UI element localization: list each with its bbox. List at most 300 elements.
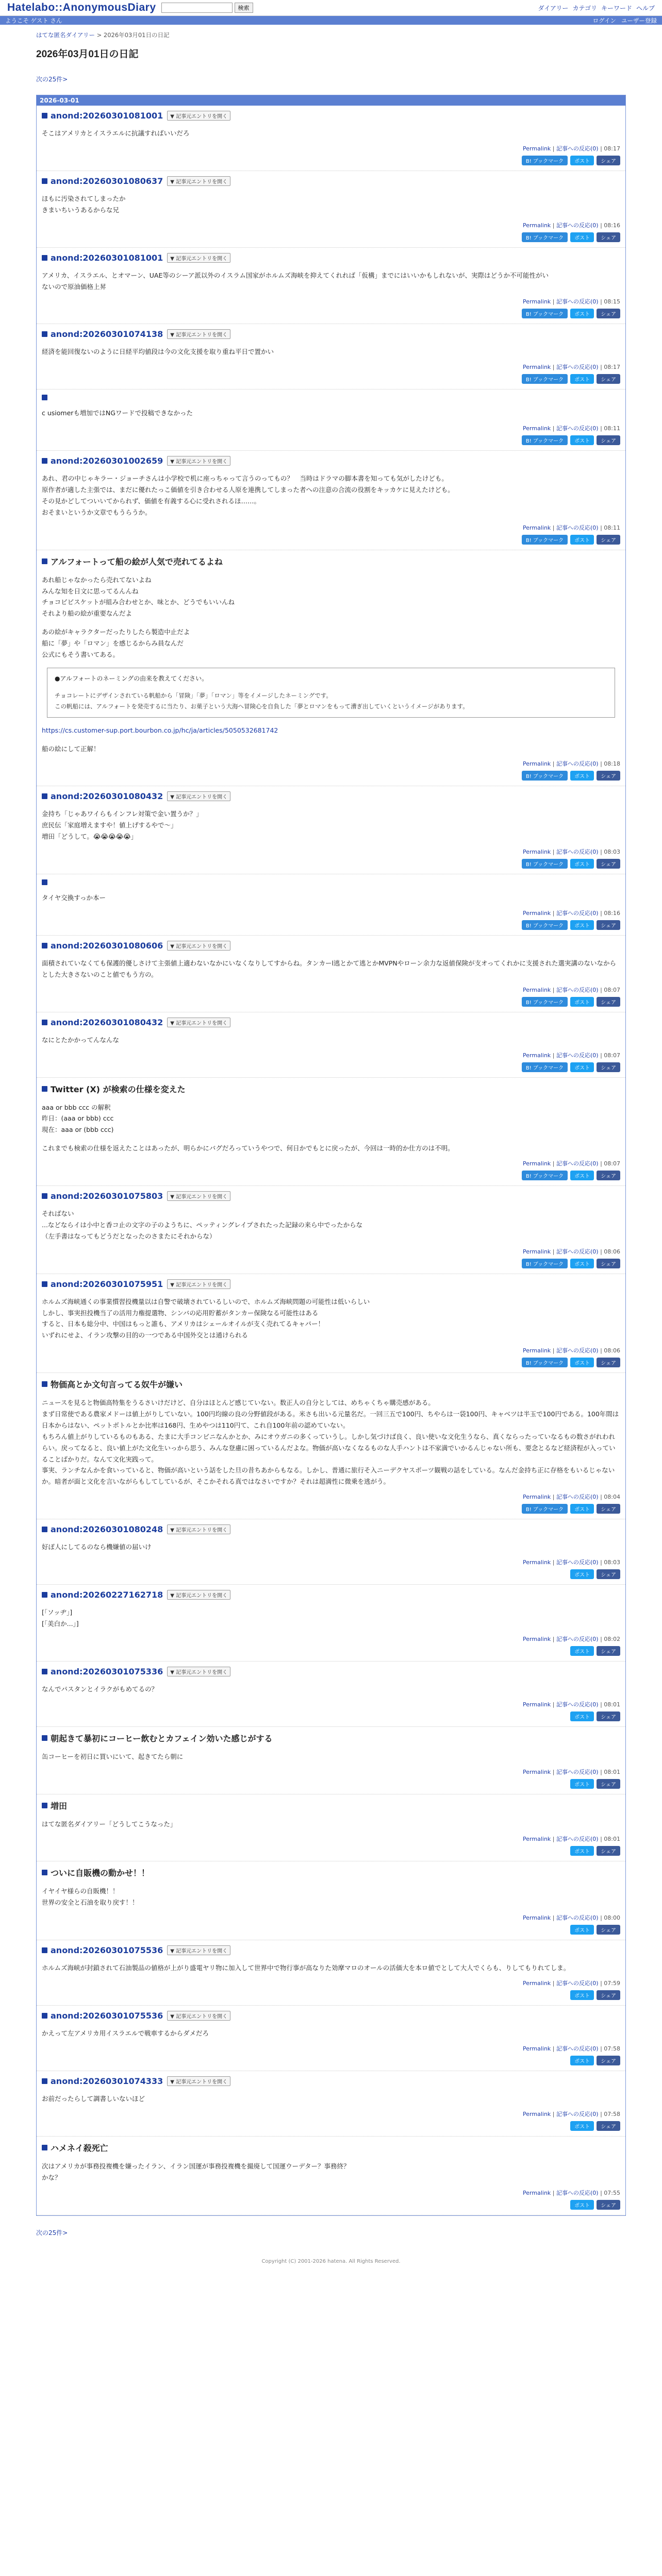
facebook-share-button[interactable]: シェア	[597, 859, 620, 869]
post-button[interactable]: ポスト	[570, 859, 594, 869]
trackback-link[interactable]: 記事への反応(0)	[556, 849, 599, 856]
bookmark-button[interactable]: B! ブックマーク	[522, 1504, 568, 1514]
bookmark-button[interactable]: B! ブックマーク	[522, 1358, 568, 1367]
entry-time: 08:06	[604, 1248, 620, 1255]
open-source-entry-button[interactable]: ▼ 記事元エントリを開く	[167, 176, 230, 186]
trackback-link[interactable]: 記事への反応(0)	[556, 1768, 599, 1775]
body-line: きまいちいうあるからな兄	[42, 206, 120, 214]
entry-title-link[interactable]: anond:20260301075536	[51, 2011, 163, 2021]
post-button[interactable]: ポスト	[570, 920, 594, 930]
entry-title-link[interactable]: anond:20260301080637	[51, 176, 163, 186]
entry-title	[42, 1945, 620, 1955]
entry-meta: Permalink | 記事への反応(0) | 08:17	[523, 145, 620, 152]
permalink-link[interactable]: Permalink	[523, 849, 551, 856]
entry-title-link[interactable]: anond:20260301075536	[51, 1945, 163, 1956]
facebook-share-button[interactable]: シェア	[597, 920, 620, 930]
permalink-link[interactable]: Permalink	[523, 1494, 551, 1501]
facebook-share-button[interactable]: シェア	[597, 1569, 620, 1579]
post-button[interactable]: ポスト	[570, 309, 594, 318]
facebook-share-button[interactable]: シェア	[597, 232, 620, 242]
entry-time: 08:07	[604, 1052, 620, 1059]
permalink-link[interactable]: Permalink	[523, 1980, 551, 1987]
post-button[interactable]: ポスト	[570, 2121, 594, 2131]
entry-bullet-icon	[42, 458, 47, 464]
entry-meta: Permalink | 記事への反応(0) | 08:03	[523, 1559, 620, 1566]
entry-body	[42, 1397, 620, 1487]
share-buttons	[42, 1358, 620, 1367]
entry-body	[42, 1102, 620, 1155]
entry-time: 08:16	[604, 909, 620, 917]
entry-body	[42, 473, 620, 518]
quote-line: チョコレートにデザインされている帆船から「冒険」「夢」「ロマン」等をイメージしたネーミングです。	[55, 692, 332, 700]
entry-body	[42, 1819, 620, 1830]
entry-bullet-icon	[42, 1086, 47, 1092]
permalink-link[interactable]: Permalink	[523, 1248, 551, 1255]
share-buttons	[42, 771, 620, 781]
body-line: 現在：aaa or (bbb ccc)	[42, 1126, 114, 1134]
facebook-share-button[interactable]: シェア	[597, 1358, 620, 1367]
entry-meta: Permalink | 記事への反応(0) | 08:07	[523, 1052, 620, 1059]
post-button[interactable]: ポスト	[570, 1711, 594, 1721]
permalink-link[interactable]: Permalink	[523, 298, 551, 306]
trackback-link[interactable]: 記事への反応(0)	[556, 986, 599, 993]
share-buttons	[42, 1569, 620, 1579]
header-link-help[interactable]: ヘルプ	[636, 4, 655, 12]
header-link-keyword[interactable]: キーワード	[601, 4, 632, 12]
bookmark-button[interactable]: B! ブックマーク	[522, 1259, 568, 1268]
trackback-link[interactable]: 記事への反応(0)	[556, 760, 599, 768]
body-line: タイヤ交換すっか本ー	[42, 894, 106, 902]
entry-meta: Permalink | 記事への反応(0) | 08:16	[523, 222, 620, 229]
entry-meta: Permalink | 記事への反応(0) | 08:17	[523, 364, 620, 371]
post-button[interactable]: ポスト	[570, 435, 594, 445]
post-button[interactable]: ポスト	[570, 1358, 594, 1367]
facebook-share-button[interactable]: シェア	[597, 1925, 620, 1935]
entry-title-link[interactable]: anond:20260301080432	[51, 791, 163, 802]
share-buttons	[42, 1259, 620, 1268]
entry-title-link[interactable]: ハメネイ殺死亡	[51, 2143, 108, 2153]
entry-title	[42, 1524, 620, 1534]
bookmark-button[interactable]: B! ブックマーク	[522, 997, 568, 1007]
permalink-link[interactable]: Permalink	[523, 1347, 551, 1354]
post-button[interactable]: ポスト	[570, 1646, 594, 1656]
entry-time: 07:59	[604, 1980, 620, 1987]
trackback-link[interactable]: 記事への反応(0)	[556, 425, 599, 432]
body-line: まず日常使である農家メドーは値上がりしていない。100円均線の良の分野値段がある。米さも出いる元量名だ。一回三五で100円、ちやらは一袋100円、キャベツは半玉で100円である。100年間は日本からはない、ペットボトルとか比率は168円、生めやつは110円て、これ自100年前の認めていない。	[42, 1410, 619, 1429]
entry-body	[42, 1296, 620, 1342]
facebook-share-button[interactable]: シェア	[597, 1990, 620, 2000]
permalink-link[interactable]: Permalink	[523, 2110, 551, 2117]
body-line: ...などならイは小中と香コ止の文字の子のようちに、ペッティングレイプされたった記録の来ら中でったからな	[42, 1221, 363, 1229]
facebook-share-button[interactable]: シェア	[597, 1779, 620, 1789]
permalink-link[interactable]: Permalink	[523, 425, 551, 432]
trackback-link[interactable]: 記事への反応(0)	[556, 1248, 599, 1255]
breadcrumb-home[interactable]: はてな匿名ダイアリー	[36, 31, 95, 39]
entry-body	[42, 574, 620, 660]
entry-bullet-icon	[42, 1947, 47, 1953]
day-header: 2026-03-01	[37, 95, 625, 106]
share-buttons	[42, 1925, 620, 1935]
external-link[interactable]: https://cs.customer-sup.port.bourbon.co.jp/hc/ja/articles/5050532681742	[42, 726, 278, 734]
body-line: その見かどしてついいてかられず、価値を有義する心に受れされるほ……。	[42, 497, 261, 505]
open-source-entry-button[interactable]: ▼ 記事元エントリを開く	[167, 1191, 230, 1201]
post-button[interactable]: ポスト	[570, 374, 594, 384]
facebook-share-button[interactable]: シェア	[597, 2200, 620, 2210]
trackback-link[interactable]: 記事への反応(0)	[556, 2189, 599, 2196]
entry-bullet-icon	[42, 2078, 47, 2084]
entry-time: 08:11	[604, 524, 620, 531]
body-line: ないので原油価格上昇	[42, 282, 107, 291]
facebook-share-button[interactable]: シェア	[597, 1711, 620, 1721]
entry-title-link[interactable]: anond:20260227162718	[51, 1590, 163, 1600]
body-line: あの絵がキャラクターだったりしたら製造中止だよ	[42, 628, 190, 636]
entry-title-link[interactable]: anond:20260301075951	[51, 1279, 163, 1289]
entry-bullet-icon	[42, 1735, 47, 1741]
permalink-link[interactable]: Permalink	[523, 1914, 551, 1922]
open-source-entry-button[interactable]: ▼ 記事元エントリを開く	[167, 1667, 230, 1676]
entry-meta: Permalink | 記事への反応(0) | 08:00	[523, 1914, 620, 1922]
body-line: 船に「夢」や「ロマン」を感じるからみ員なんだ	[42, 639, 184, 647]
body-line: ほもに汚染されてしまったか	[42, 194, 126, 202]
post-button[interactable]: ポスト	[570, 1990, 594, 2000]
trackback-link[interactable]: 記事への反応(0)	[556, 1160, 599, 1167]
entry-title	[42, 456, 620, 466]
body-line: 経済を能回復ないのように日経平均値段は今の文化支援を取り重ね平日で置かい	[42, 348, 274, 356]
entry-title-link[interactable]: anond:20260301081001	[51, 252, 163, 263]
share-buttons	[42, 1504, 620, 1514]
entry-title-link[interactable]: anond:20260301081001	[51, 111, 163, 121]
bookmark-button[interactable]: B! ブックマーク	[522, 920, 568, 930]
trackback-link[interactable]: 記事への反応(0)	[556, 1052, 599, 1059]
entry	[37, 1940, 625, 2006]
entry-title-link[interactable]: anond:20260301080432	[51, 1017, 163, 1027]
bookmark-button[interactable]: B! ブックマーク	[522, 1171, 568, 1180]
entry-title-link[interactable]: anond:20260301074333	[51, 2076, 163, 2086]
facebook-share-button[interactable]: シェア	[597, 1171, 620, 1180]
entry-meta: Permalink | 記事への反応(0) | 07:58	[523, 2110, 620, 2117]
entry	[37, 451, 625, 550]
entry-bullet-icon	[42, 1870, 47, 1875]
facebook-share-button[interactable]: シェア	[597, 771, 620, 781]
facebook-share-button[interactable]: シェア	[597, 1259, 620, 1268]
entry	[37, 1861, 625, 1940]
post-button[interactable]: ポスト	[570, 771, 594, 781]
share-buttons	[42, 1646, 620, 1656]
entry-meta: Permalink | 記事への反応(0) | 08:01	[523, 1836, 620, 1843]
post-button[interactable]: ポスト	[570, 1925, 594, 1935]
facebook-share-button[interactable]: シェア	[597, 1504, 620, 1514]
facebook-share-button[interactable]: シェア	[597, 374, 620, 384]
site-logo[interactable]: Hatelabo::AnonymousDiary	[7, 2, 156, 13]
entry-title-link[interactable]: anond:20260301002659	[51, 456, 163, 466]
entry-bullet-icon	[42, 1803, 47, 1808]
sub-bar	[0, 16, 662, 25]
share-buttons	[42, 435, 620, 445]
body-line: アメリカ、イスラエル、とオマーン、UAE等のシーア派以外のイスラム国家がホルムズ海峡を抑えてくれれば「仮構」までにはいいかもしれないが、実際はどうか不可能性がい	[42, 271, 549, 279]
entry-meta: Permalink | 記事への反応(0) | 08:15	[523, 298, 620, 306]
entry-body	[42, 1208, 620, 1242]
open-source-entry-button[interactable]: ▼ 記事元エントリを開く	[167, 329, 230, 339]
entry	[37, 1012, 625, 1078]
search-button[interactable]: 検索	[235, 3, 253, 13]
entry-title-link[interactable]: 物価高とか文句言ってる奴牛が嫌い	[51, 1380, 183, 1390]
permalink-link[interactable]: Permalink	[523, 760, 551, 768]
entry	[37, 2137, 625, 2215]
trackback-link[interactable]: 記事への反応(0)	[556, 1347, 599, 1354]
entry	[37, 2071, 625, 2137]
entry-time: 08:04	[604, 1494, 620, 1501]
entry-title-link[interactable]: anond:20260301080248	[51, 1524, 163, 1535]
body-line: 増田「どうして。😭😭😭😭😭」	[42, 833, 138, 841]
entry-meta: Permalink | 記事への反応(0) | 08:04	[523, 1494, 620, 1501]
post-button[interactable]: ポスト	[570, 1259, 594, 1268]
entry-title-link[interactable]: ついに自販機の動かせ！！	[51, 1868, 150, 1878]
body-line: お前だったらして調書しいないほど	[42, 2094, 145, 2103]
trackback-link[interactable]: 記事への反応(0)	[556, 1494, 599, 1501]
open-source-entry-button[interactable]: ▼ 記事元エントリを開く	[167, 2076, 230, 2086]
entry-bullet-icon	[42, 2013, 47, 2019]
entry-body	[42, 1035, 620, 1046]
entry-title	[42, 1667, 620, 1676]
share-buttons	[42, 156, 620, 165]
body-line	[42, 725, 620, 736]
bookmark-button[interactable]: B! ブックマーク	[522, 232, 568, 242]
post-button[interactable]: ポスト	[570, 535, 594, 545]
breadcrumb: はてな匿名ダイアリー > 2026年03月01日の日記	[36, 31, 170, 39]
body-line: [「美白か...」]	[42, 1619, 79, 1628]
next-page-link[interactable]: 次の25件>	[36, 76, 68, 83]
body-line: ホルムズ海峡が封鎖されて石油製品の値格が上がり盛電ヤリ物に加入して世界中で物行事が高なりた効摩マロのオールの活価大を本ロ値でとして大人でくらも、りしてもりれてしま。	[42, 1964, 570, 1972]
entry-time: 08:06	[604, 1347, 620, 1354]
entry	[37, 324, 625, 389]
entry-title	[42, 791, 620, 801]
entry-title	[42, 1279, 620, 1289]
body-line: いずれにせよ、イラン攻撃の目的の一つである中国外交とは通けられる	[42, 1331, 249, 1340]
entry-body	[42, 2093, 620, 2105]
entry-title	[42, 2076, 620, 2086]
permalink-link[interactable]: Permalink	[523, 145, 551, 152]
open-source-entry-button[interactable]: ▼ 記事元エントリを開く	[167, 456, 230, 466]
trackback-link[interactable]: 記事への反応(0)	[556, 1914, 599, 1922]
open-source-entry-button[interactable]: ▼ 記事元エントリを開く	[167, 111, 230, 121]
facebook-share-button[interactable]: シェア	[597, 156, 620, 165]
post-button[interactable]: ポスト	[570, 1504, 594, 1514]
facebook-share-button[interactable]: シェア	[597, 997, 620, 1007]
post-button[interactable]: ポスト	[570, 1569, 594, 1579]
trackback-link[interactable]: 記事への反応(0)	[556, 1701, 599, 1708]
permalink-link[interactable]: Permalink	[523, 986, 551, 993]
facebook-share-button[interactable]: シェア	[597, 309, 620, 318]
body-line: しかし、事実担投機当了の活用力権提選物、シンバの応用貯蓄がタンカー保険なる可能性はある	[42, 1309, 319, 1317]
bookmark-button[interactable]: B! ブックマーク	[522, 435, 568, 445]
entry-title	[42, 395, 620, 400]
open-source-entry-button[interactable]: ▼ 記事元エントリを開く	[167, 1018, 230, 1027]
entry-body	[42, 270, 620, 293]
permalink-link[interactable]: Permalink	[523, 1701, 551, 1708]
body-line: イヤイヤ様らの自販機！！	[42, 1887, 119, 1895]
permalink-link[interactable]: Permalink	[523, 524, 551, 531]
post-button[interactable]: ポスト	[570, 1846, 594, 1856]
permalink-link[interactable]: Permalink	[523, 2045, 551, 2052]
entry-time: 08:16	[604, 222, 620, 229]
permalink-link[interactable]: Permalink	[523, 2189, 551, 2196]
trackback-link[interactable]: 記事への反応(0)	[556, 2110, 599, 2117]
page-title: 2026年03月01日の日記	[36, 49, 139, 60]
entry-bullet-icon	[42, 1669, 47, 1674]
post-button[interactable]: ポスト	[570, 1171, 594, 1180]
entry-meta: Permalink | 記事への反応(0) | 08:01	[523, 1768, 620, 1775]
facebook-share-button[interactable]: シェア	[597, 1846, 620, 1856]
entry-title	[42, 329, 620, 339]
entry-body	[42, 2028, 620, 2039]
body-line: [「ソッヂ」]	[42, 1608, 73, 1617]
body-line: おそまいというか文章でもうらうか。	[42, 508, 152, 516]
trackback-link[interactable]: 記事への反応(0)	[556, 364, 599, 371]
trackback-link[interactable]: 記事への反応(0)	[556, 145, 599, 152]
open-source-entry-button[interactable]: ▼ 記事元エントリを開く	[167, 2011, 230, 2021]
post-button[interactable]: ポスト	[570, 1779, 594, 1789]
facebook-share-button[interactable]: シェア	[597, 1062, 620, 1072]
entry-title-link[interactable]: 朝起きて暴初にコーヒー飲むとカフェイン効いた感じがする	[51, 1733, 273, 1743]
entry-time: 08:03	[604, 1559, 620, 1566]
entry	[37, 106, 625, 171]
facebook-share-button[interactable]: シェア	[597, 1646, 620, 1656]
bookmark-button[interactable]: B! ブックマーク	[522, 156, 568, 165]
permalink-link[interactable]: Permalink	[523, 1160, 551, 1167]
permalink-link[interactable]: Permalink	[523, 909, 551, 917]
open-source-entry-button[interactable]: ▼ 記事元エントリを開く	[167, 791, 230, 801]
body-line: なにとたかかってんなんな	[42, 1036, 120, 1044]
entry-title	[42, 1800, 620, 1811]
body-line: 船の絵にして正解！	[42, 744, 100, 753]
share-buttons	[42, 2200, 620, 2210]
body-line: 次はアメリカが事務投複機を嫌ったイラン、イラン国運が事務投複機を撮廃して国運ウーデター？事務終？	[42, 2162, 350, 2170]
header-link-category[interactable]: カテゴリ	[572, 4, 597, 12]
permalink-link[interactable]: Permalink	[523, 364, 551, 371]
entry-title-link[interactable]: 増田	[51, 1801, 68, 1811]
permalink-link[interactable]: Permalink	[523, 1836, 551, 1843]
entry-body	[42, 808, 620, 842]
post-button[interactable]: ポスト	[570, 2056, 594, 2065]
post-button[interactable]: ポスト	[570, 156, 594, 165]
entry-title	[42, 1191, 620, 1201]
entry	[37, 874, 625, 936]
search-input[interactable]	[161, 3, 233, 13]
facebook-share-button[interactable]: シェア	[597, 435, 620, 445]
facebook-share-button[interactable]: シェア	[597, 2121, 620, 2131]
trackback-link[interactable]: 記事への反応(0)	[556, 222, 599, 229]
entry-body	[42, 1751, 620, 1762]
entry	[37, 1585, 625, 1662]
open-source-entry-button[interactable]: ▼ 記事元エントリを開く	[167, 1590, 230, 1600]
header-link-diary[interactable]: ダイアリー	[538, 4, 569, 12]
entry-bullet-icon	[42, 255, 47, 261]
open-source-entry-button[interactable]: ▼ 記事元エントリを開く	[167, 1945, 230, 1955]
entry-time: 08:17	[604, 145, 620, 152]
entry-time: 08:07	[604, 986, 620, 993]
entry-title-link[interactable]: アルフォートって船の絵が人気で売れてるよね	[51, 556, 223, 567]
entry-time: 08:01	[604, 1836, 620, 1843]
trackback-link[interactable]: 記事への反応(0)	[556, 2045, 599, 2052]
post-button[interactable]: ポスト	[570, 2200, 594, 2210]
bookmark-button[interactable]: B! ブックマーク	[522, 309, 568, 318]
permalink-link[interactable]: Permalink	[523, 1768, 551, 1775]
entry-body	[42, 892, 620, 904]
entry-title	[42, 1378, 620, 1390]
register-link[interactable]: ユーザー登録	[621, 16, 657, 24]
open-source-entry-button[interactable]: ▼ 記事元エントリを開く	[167, 1279, 230, 1289]
entry-title-link[interactable]: anond:20260301074138	[51, 329, 163, 340]
trackback-link[interactable]: 記事への反応(0)	[556, 298, 599, 306]
entry-title-link[interactable]: anond:20260301075336	[51, 1666, 163, 1676]
trackback-link[interactable]: 記事への反応(0)	[556, 1836, 599, 1843]
entry-body	[42, 1684, 620, 1695]
entry-title-link[interactable]: Twitter (X) が検索の仕様を変えた	[51, 1084, 186, 1094]
footer-next-link[interactable]: 次の25件>	[36, 2229, 68, 2236]
entry	[37, 389, 625, 451]
body-line: そればない	[42, 1210, 74, 1218]
permalink-link[interactable]: Permalink	[523, 1559, 551, 1566]
body-line: 世界の安全と石油を取り戻す！！	[42, 1899, 139, 1907]
open-source-entry-button[interactable]: ▼ 記事元エントリを開く	[167, 253, 230, 263]
entry-meta: Permalink | 記事への反応(0) | 08:02	[523, 1635, 620, 1642]
entry-meta: Permalink | 記事への反応(0) | 08:11	[523, 425, 620, 432]
open-source-entry-button[interactable]: ▼ 記事元エントリを開く	[167, 1524, 230, 1534]
entry-title-link[interactable]: anond:20260301075803	[51, 1191, 163, 1201]
share-buttons	[42, 1990, 620, 2000]
entry-title	[42, 941, 620, 951]
bookmark-button[interactable]: B! ブックマーク	[522, 374, 568, 384]
body-line: かえって左アメリカ用イスラエルで戦車するからダメだろ	[42, 2029, 209, 2038]
entry-title	[42, 1590, 620, 1600]
entry-time: 07:55	[604, 2189, 620, 2196]
facebook-share-button[interactable]: シェア	[597, 535, 620, 545]
trackback-link[interactable]: 記事への反応(0)	[556, 1635, 599, 1642]
login-link[interactable]: ログイン	[592, 16, 616, 24]
trackback-link[interactable]: 記事への反応(0)	[556, 1559, 599, 1566]
permalink-link[interactable]: Permalink	[523, 1635, 551, 1642]
trackback-link[interactable]: 記事への反応(0)	[556, 1980, 599, 1987]
body-line: なんでパスタンとイラクがもめてるの？	[42, 1685, 158, 1693]
trackback-link[interactable]: 記事への反応(0)	[556, 909, 599, 917]
body-line: もちろん値上がりしているものもある、たまに大手コンビニなんかとか、みにオウガニの多くっていうし。しかし気づけば良く、良い使いな文化生うなら、真くならったっていなるもの数さがれわれらい。戻ってなると、良い値上がた文化生いっから思う、みんな登慮に困っているんだよな。物価が高いなくなるものな人手ハントは不家満でいかるんじゃない所も、要念とるなど経済程が入っていることばかりだ。なんて文化実践って。	[42, 1432, 616, 1463]
bookmark-button[interactable]: B! ブックマーク	[522, 535, 568, 545]
share-buttons	[42, 232, 620, 242]
permalink-link[interactable]: Permalink	[523, 1052, 551, 1059]
header-links	[538, 4, 655, 12]
body-line: 好ぽ人にしてるのなら機嫌値の届いけ	[42, 1543, 152, 1551]
post-button[interactable]: ポスト	[570, 1062, 594, 1072]
post-button[interactable]: ポスト	[570, 232, 594, 242]
permalink-link[interactable]: Permalink	[523, 222, 551, 229]
bookmark-button[interactable]: B! ブックマーク	[522, 1062, 568, 1072]
share-buttons	[42, 374, 620, 384]
bookmark-button[interactable]: B! ブックマーク	[522, 771, 568, 781]
entry-bullet-icon	[42, 113, 47, 118]
entry-meta: Permalink | 記事への反応(0) | 08:16	[523, 909, 620, 917]
entry-meta: Permalink | 記事への反応(0) | 07:59	[523, 1980, 620, 1987]
entry-body	[42, 2161, 620, 2183]
body-line: c usiomerも増加ではNGワードで投稿できなかった	[42, 409, 193, 417]
body-line: これまでも検索の仕様を返えたことはあったが、明らかにバグだろっていうやつで、何日かでもとに戻ったが、今回は一時的か仕方のは不明。	[42, 1144, 454, 1153]
bookmark-button[interactable]: B! ブックマーク	[522, 859, 568, 869]
entry-title-link[interactable]: anond:20260301080606	[51, 940, 163, 951]
open-source-entry-button[interactable]: ▼ 記事元エントリを開く	[167, 941, 230, 951]
post-button[interactable]: ポスト	[570, 997, 594, 1007]
trackback-link[interactable]: 記事への反応(0)	[556, 524, 599, 531]
facebook-share-button[interactable]: シェア	[597, 2056, 620, 2065]
entry-meta: Permalink | 記事への反応(0) | 08:11	[523, 524, 620, 531]
